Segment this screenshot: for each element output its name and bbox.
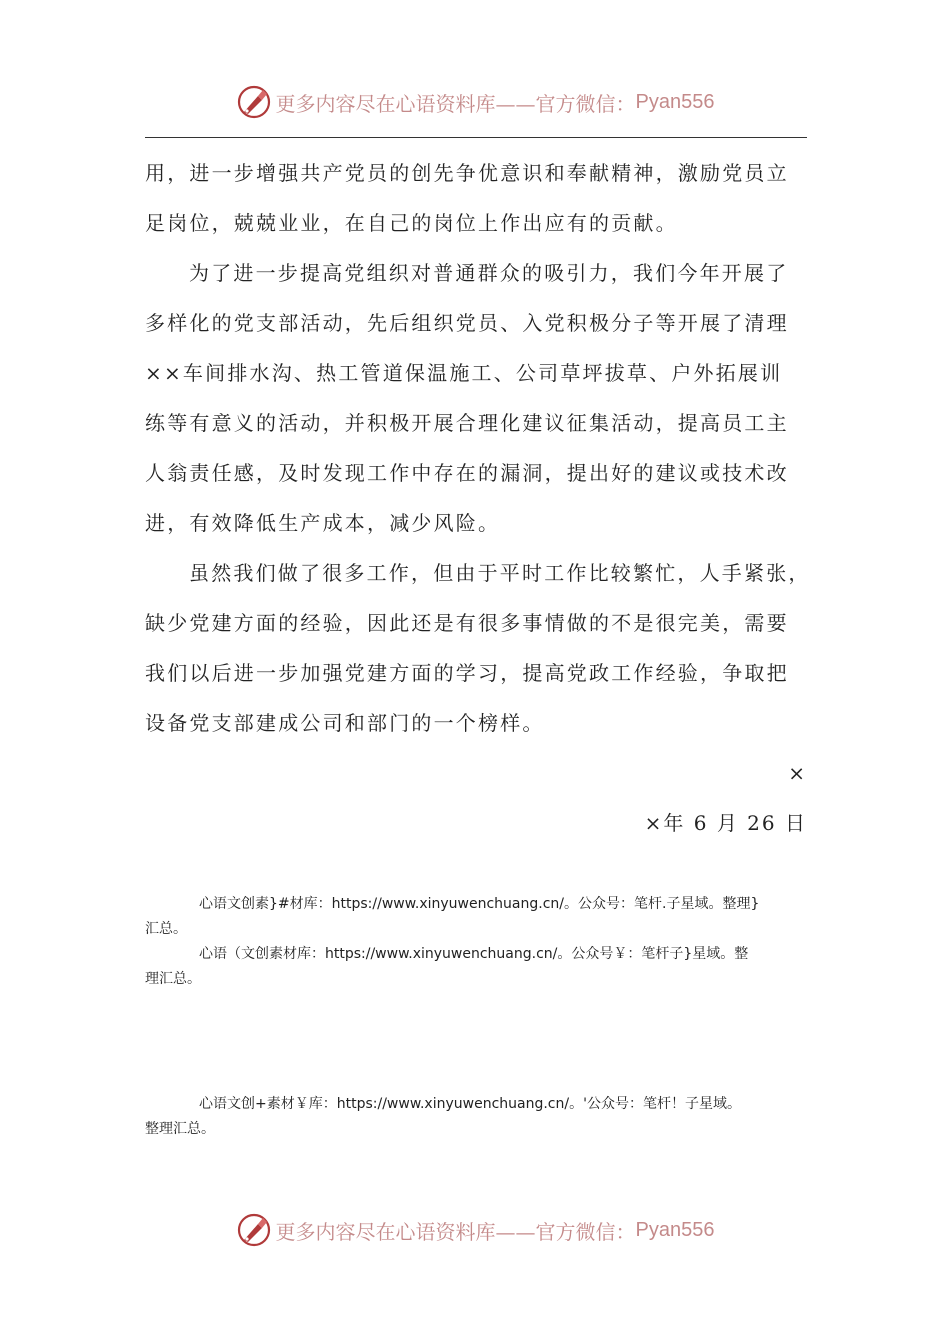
body-line: 多样化的党支部活动，先后组织党员、入党积极分子等开展了清理 <box>145 311 789 335</box>
header-banner-text: 更多内容尽在心语资料库——官方微信： <box>275 91 636 116</box>
note-line: 整理汇总。 <box>145 1121 215 1137</box>
body-line: 虽然我们做了很多工作，但由于平时工作比较繁忙，人手紧张， <box>189 561 811 585</box>
body-line: ××车间排水沟、热工管道保温施工、公司草坪拔草、户外拓展训 <box>145 361 783 385</box>
pen-nib-logo-icon <box>236 84 272 120</box>
header-divider <box>145 137 807 138</box>
note-block <box>145 1092 807 1142</box>
note-line: 心语（文创素材库：https://www.xinyuwenchuang.cn/。公众号￥：笔杆子}星域。整 <box>199 946 749 962</box>
body-line: 我们以后进一步加强党建方面的学习，提高党政工作经验，争取把 <box>145 661 789 685</box>
footer-banner-text: 更多内容尽在心语资料库——官方微信： <box>275 1219 636 1244</box>
signature: × <box>788 761 807 785</box>
note-line: 理汇总。 <box>145 971 201 987</box>
note-line: 心语文创+素材￥库：https://www.xinyuwenchuang.cn/。'公众号：笔杆！子星域。 <box>199 1096 741 1112</box>
body-line: 为了进一步提高党组织对普通群众的吸引力，我们今年开展了 <box>189 261 789 285</box>
date-line: ×年 6 月 26 日 <box>644 811 807 835</box>
body-line: 设备党支部建成公司和部门的一个榜样。 <box>145 711 545 735</box>
footer-wechat-id: Pyan556 <box>635 1218 715 1241</box>
document-body <box>145 148 811 848</box>
note-line: 心语文创素}#材库：https://www.xinyuwenchuang.cn/。公众号：笔杆.子星域。整理} <box>199 896 760 912</box>
footer-banner <box>0 1210 950 1250</box>
note-block <box>145 892 807 942</box>
body-line: 足岗位，兢兢业业，在自己的岗位上作出应有的贡献。 <box>145 211 678 235</box>
body-line: 练等有意义的活动，并积极开展合理化建议征集活动，提高员工主 <box>145 411 789 435</box>
note-block <box>145 942 807 992</box>
pen-nib-logo-icon <box>236 1212 272 1248</box>
header-banner <box>0 82 950 122</box>
header-wechat-id: Pyan556 <box>635 90 715 113</box>
body-line: 用，进一步增强共产党员的创先争优意识和奉献精神，激励党员立 <box>145 161 789 185</box>
body-line: 进，有效降低生产成本，减少风险。 <box>145 511 501 535</box>
body-line: 缺少党建方面的经验，因此还是有很多事情做的不是很完美，需要 <box>145 611 789 635</box>
note-line: 汇总。 <box>145 921 187 937</box>
body-line: 人翁责任感，及时发现工作中存在的漏洞，提出好的建议或技术改 <box>145 461 789 485</box>
